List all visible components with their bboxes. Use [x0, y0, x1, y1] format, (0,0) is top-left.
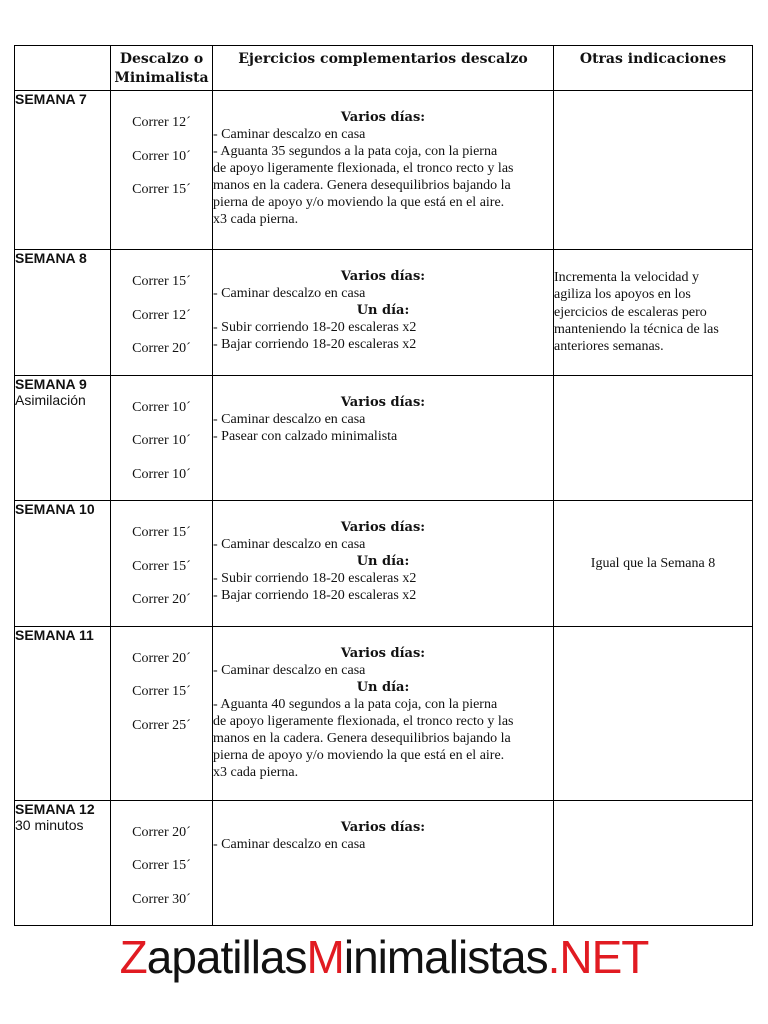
- note-line: manteniendo la técnica de las: [554, 321, 719, 337]
- varios-dias-heading: Varios días:: [340, 819, 426, 835]
- run-duration: Correr 15´: [132, 558, 191, 574]
- varios-dias-heading: Varios días:: [340, 394, 426, 410]
- logo-part: Z: [119, 931, 147, 983]
- exercises-cell: [213, 375, 554, 501]
- week-cell: [15, 800, 111, 926]
- exercise-line: - Bajar corriendo 18-20 escaleras x2: [213, 588, 417, 603]
- run-duration: Correr 20´: [132, 592, 191, 607]
- runs-cell: [111, 91, 213, 250]
- run-duration: Correr 15´: [132, 182, 191, 197]
- varios-dias-heading: Varios días:: [340, 269, 426, 284]
- varios-dias-heading: Varios días:: [340, 110, 426, 125]
- logo-part: M: [306, 931, 344, 983]
- run-duration: Correr 15´: [132, 858, 191, 873]
- run-duration: Correr 12´: [132, 115, 191, 130]
- week-row: [15, 626, 753, 800]
- exercises-cell: [213, 501, 554, 627]
- header-barefoot-line1: Descalzo o: [119, 51, 204, 67]
- logo-part: inimalistas: [343, 931, 548, 983]
- exercise-line: - Bajar corriendo 18-20 escaleras x2: [213, 337, 417, 352]
- runs-cell: [111, 626, 213, 800]
- week-cell: [15, 501, 111, 627]
- exercise-line: - Caminar descalzo en casa: [213, 411, 366, 427]
- exercise-line: - Subir corriendo 18-20 escaleras x2: [213, 320, 417, 335]
- week-row: [15, 91, 753, 250]
- exercise-line: pierna de apoyo y/o moviendo la que está en el aire.: [213, 195, 505, 210]
- week-cell: [15, 626, 111, 800]
- table-header-row: [15, 46, 753, 91]
- exercises-cell: [213, 250, 554, 376]
- runs-cell: [111, 250, 213, 376]
- run-duration: Correr 30´: [132, 891, 191, 907]
- run-duration: Correr 12´: [132, 307, 191, 323]
- varios-dias-heading: Varios días:: [340, 520, 426, 535]
- runs-cell: [111, 501, 213, 627]
- run-duration: Correr 15´: [132, 684, 191, 699]
- notes-cell: [554, 800, 753, 926]
- run-duration: Correr 15´: [132, 274, 191, 289]
- week-cell: [15, 250, 111, 376]
- training-plan-table: [14, 45, 753, 926]
- un-dia-heading: Un día:: [356, 679, 410, 695]
- header-notes: Otras indicaciones: [554, 46, 753, 91]
- notes-cell: [554, 375, 753, 501]
- header-exercises: Ejercicios complementarios descalzo: [213, 46, 554, 91]
- note-line: ejercicios de escaleras pero: [554, 304, 707, 320]
- runs-cell: [111, 800, 213, 926]
- exercise-line: x3 cada pierna.: [213, 212, 299, 227]
- logo-part: .NET: [547, 931, 649, 983]
- week-subtitle: Asimilación: [15, 391, 86, 408]
- exercises-cell: [213, 800, 554, 926]
- exercise-line: - Caminar descalzo en casa: [213, 127, 366, 142]
- note-line: Igual que la Semana 8: [590, 555, 716, 571]
- week-row: [15, 250, 753, 376]
- exercise-line: pierna de apoyo y/o moviendo la que está en el aire.: [213, 747, 505, 763]
- run-duration: Correr 20´: [132, 341, 191, 356]
- site-logo: [0, 930, 768, 984]
- exercise-line: - Pasear con calzado minimalista: [213, 428, 398, 444]
- note-line: agiliza los apoyos en los: [554, 287, 691, 303]
- notes-cell: [554, 501, 753, 627]
- notes-cell: [554, 250, 753, 376]
- week-cell: [15, 375, 111, 501]
- exercise-line: manos en la cadera. Genera desequilibrios bajando la: [213, 730, 511, 746]
- exercise-line: - Aguanta 40 segundos a la pata coja, con la pierna: [213, 696, 498, 712]
- run-duration: Correr 15´: [132, 525, 191, 540]
- notes-cell: [554, 91, 753, 250]
- exercise-line: - Caminar descalzo en casa: [213, 662, 366, 678]
- week-title: SEMANA 12: [15, 800, 95, 817]
- exercise-line: - Caminar descalzo en casa: [213, 836, 366, 852]
- notes-cell: [554, 626, 753, 800]
- exercise-line: - Caminar descalzo en casa: [213, 537, 366, 552]
- week-row: [15, 800, 753, 926]
- un-dia-heading: Un día:: [356, 303, 410, 318]
- week-title: SEMANA 8: [15, 250, 87, 266]
- note-line: Incrementa la velocidad y: [554, 270, 699, 285]
- exercise-line: de apoyo ligeramente flexionada, el tronco recto y las: [213, 161, 514, 176]
- exercise-line: de apoyo ligeramente flexionada, el tronco recto y las: [213, 713, 514, 729]
- header-week: [15, 46, 111, 91]
- exercise-line: - Subir corriendo 18-20 escaleras x2: [213, 571, 417, 586]
- run-duration: Correr 20´: [132, 824, 191, 840]
- runs-cell: [111, 375, 213, 501]
- header-barefoot-line2: Minimalista: [114, 70, 209, 86]
- logo-part: apatillas: [146, 931, 307, 983]
- exercise-line: - Aguanta 35 segundos a la pata coja, con la pierna: [213, 144, 498, 159]
- exercise-line: manos en la cadera. Genera desequilibrios bajando la: [213, 178, 511, 193]
- run-duration: Correr 10´: [132, 433, 191, 448]
- exercises-cell: [213, 91, 554, 250]
- exercise-line: - Caminar descalzo en casa: [213, 286, 366, 301]
- run-duration: Correr 10´: [132, 399, 191, 415]
- run-duration: Correr 10´: [132, 148, 191, 164]
- run-duration: Correr 20´: [132, 650, 191, 666]
- varios-dias-heading: Varios días:: [340, 645, 426, 661]
- week-row: [15, 501, 753, 627]
- run-duration: Correr 10´: [132, 466, 191, 482]
- header-barefoot: [111, 46, 213, 91]
- week-row: [15, 375, 753, 501]
- week-cell: [15, 91, 111, 250]
- week-subtitle: 30 minutos: [15, 816, 84, 833]
- exercises-cell: [213, 626, 554, 800]
- exercise-line: x3 cada pierna.: [213, 764, 299, 780]
- week-title: SEMANA 9: [15, 375, 87, 392]
- week-title: SEMANA 11: [15, 626, 94, 643]
- week-title: SEMANA 10: [15, 501, 95, 517]
- run-duration: Correr 25´: [132, 717, 191, 733]
- note-line: anteriores semanas.: [554, 339, 664, 355]
- week-title: SEMANA 7: [15, 91, 87, 107]
- un-dia-heading: Un día:: [356, 554, 410, 569]
